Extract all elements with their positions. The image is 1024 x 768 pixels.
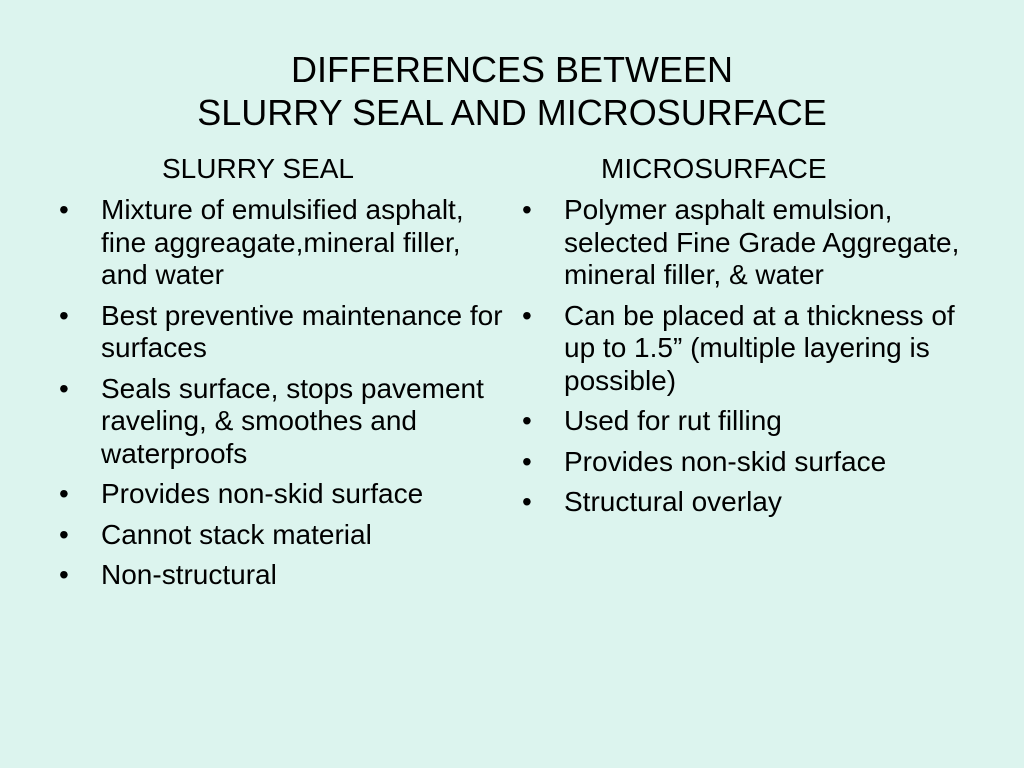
list-item-text: Seals surface, stops pavement raveling, & smoothes and waterproofs (101, 372, 484, 469)
bullet-icon: • (522, 486, 532, 517)
list-item (55, 194, 505, 292)
list-item-text: Non-structural (101, 559, 277, 590)
bullet-icon: • (522, 194, 532, 225)
list-item (55, 373, 505, 471)
list-item-text: Polymer asphalt emulsion, selected Fine Grade Aggregate, mineral filler, & water (564, 194, 960, 290)
list-item-text: Cannot stack material (101, 518, 372, 550)
list-item (55, 300, 505, 365)
bullet-icon: • (59, 299, 69, 331)
list-item (518, 300, 968, 398)
bullet-icon: • (59, 194, 69, 225)
slurry-seal-heading: SLURRY SEAL (162, 153, 354, 184)
bullet-icon: • (522, 405, 532, 436)
microsurface-list (518, 194, 968, 519)
list-item (518, 446, 968, 479)
slide-title (0, 48, 1024, 134)
microsurface-column (518, 152, 968, 527)
slurry-seal-column (55, 152, 505, 600)
list-item-text: Used for rut filling (564, 405, 782, 436)
list-item-text: Best preventive maintenance for surfaces (101, 299, 503, 363)
list-item-text: Provides non-skid surface (564, 445, 887, 477)
bullet-icon: • (59, 518, 69, 550)
slurry-seal-list (55, 194, 505, 592)
bullet-icon: • (59, 372, 69, 404)
microsurface-heading: MICROSURFACE (601, 153, 827, 184)
bullet-icon: • (59, 478, 69, 509)
title-line-2: SLURRY SEAL AND MICROSURFACE (197, 92, 827, 133)
bullet-icon: • (522, 445, 532, 477)
list-item (55, 559, 505, 592)
title-line-1: DIFFERENCES BETWEEN (290, 49, 734, 90)
list-item (518, 405, 968, 438)
bullet-icon: • (522, 299, 532, 331)
bullet-icon: • (59, 559, 69, 590)
list-item-text: Can be placed at a thickness of up to 1.5” (multiple layering is possible) (564, 299, 955, 396)
list-item-text: Structural overlay (564, 486, 782, 517)
list-item (518, 486, 968, 519)
list-item (55, 478, 505, 511)
list-item (55, 519, 505, 552)
list-item (518, 194, 968, 292)
list-item-text: Mixture of emulsified asphalt, fine aggreagate,mineral filler, and water (101, 194, 464, 290)
list-item-text: Provides non-skid surface (101, 478, 424, 509)
